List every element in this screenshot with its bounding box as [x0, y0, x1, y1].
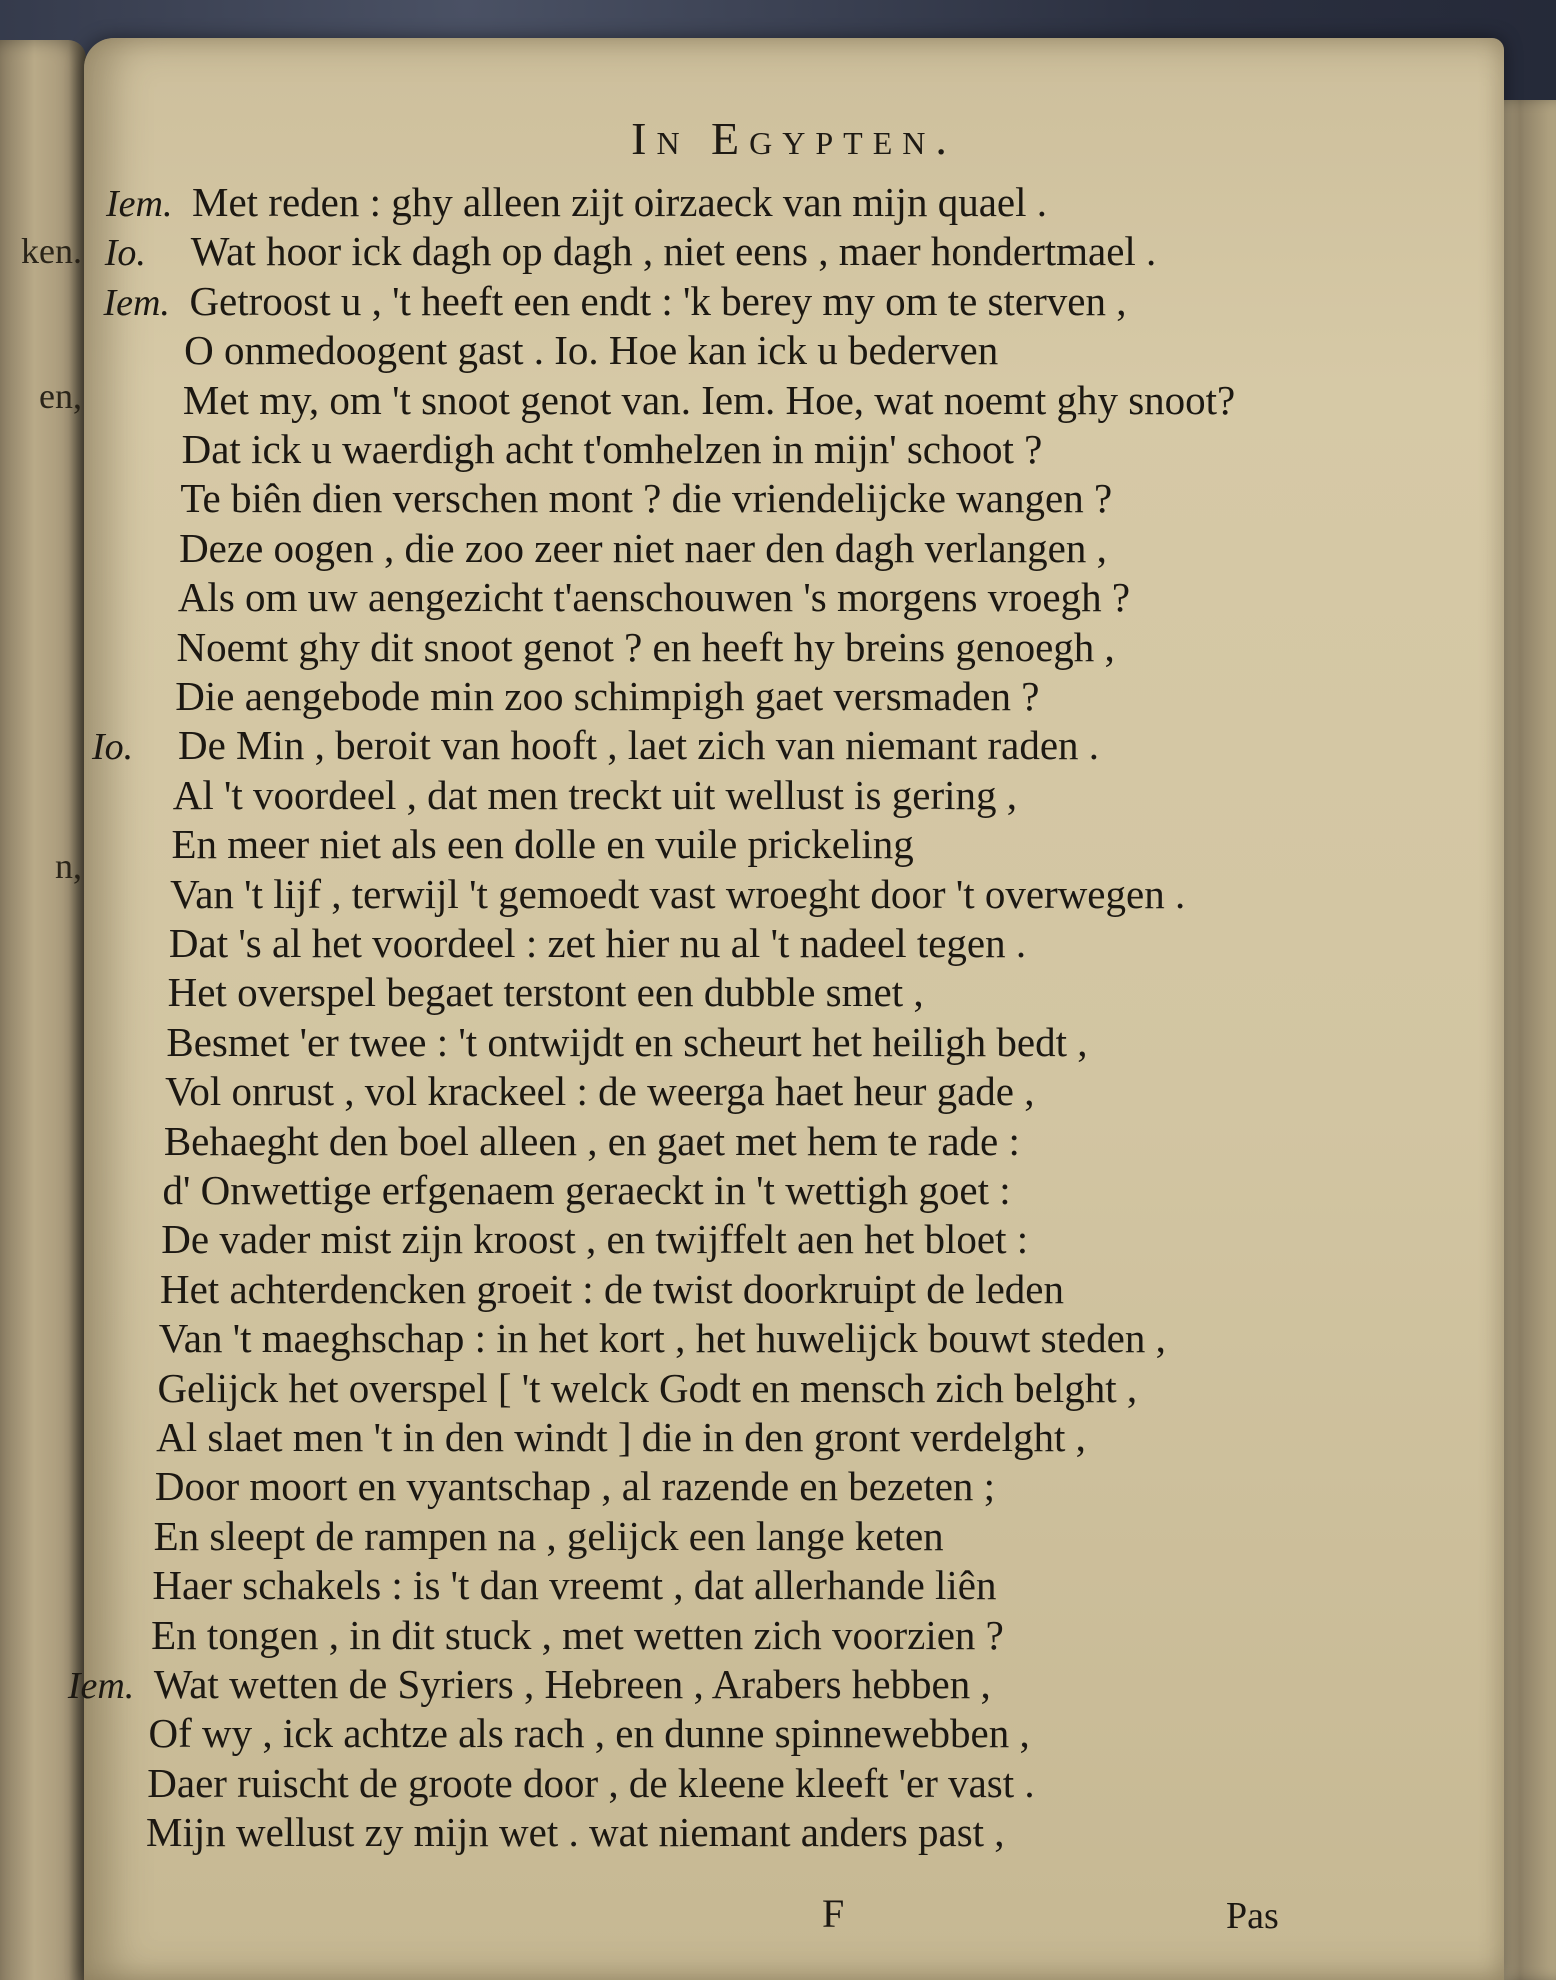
left-page-fragment: en,	[39, 376, 82, 416]
verse-line: Wat hoor ick dagh op dagh , niet eens , maer hondertmael .	[190, 228, 1157, 275]
catchword: Pas	[1226, 1895, 1279, 1937]
verse-line: En meer niet als een dolle en vuile prickeling	[171, 821, 914, 868]
verse-line: Of wy , ick achtze als rach , en dunne spinnewebben ,	[148, 1710, 1030, 1757]
verse-line: En sleept de rampen na , gelijck een lange keten	[153, 1512, 944, 1559]
verse-line: En tongen , in dit stuck , met wetten zich voorzien ?	[151, 1611, 1004, 1658]
verse-line: Deze oogen , die zoo zeer niet naer den dagh verlangen ,	[179, 524, 1107, 571]
verse-line: Met reden : ghy alleen zijt oirzaeck van mijn quael .	[192, 179, 1047, 225]
verse-line: Het achterdencken groeit : de twist doorkruipt de leden	[160, 1265, 1064, 1312]
verse-line: Mijn wellust zy mijn wet . wat niemant anders past ,	[146, 1809, 1005, 1856]
left-page-fragment: n,	[55, 846, 82, 886]
verse-line: Haer schakels : is 't dan vreemt , dat allerhande liên	[152, 1562, 997, 1609]
verse-line: Besmet 'er twee : 't ontwijdt en scheurt het heiligh bedt ,	[166, 1018, 1088, 1065]
verse-line: Te biên dien verschen mont ? die vriendelijcke wangen ?	[180, 475, 1113, 522]
signature-mark: F	[822, 1891, 845, 1936]
verse-line: O onmedoogent gast . Io. Hoe kan ick u bederven	[184, 327, 999, 374]
verse-line: Als om uw aengezicht t'aenschouwen 's morgens vroegh ?	[177, 574, 1131, 621]
verse-line: Die aengebode min zoo schimpigh gaet versmaden ?	[175, 673, 1040, 719]
verse-line: Wat wetten de Syriers , Hebreen , Arabers hebben ,	[153, 1661, 991, 1707]
verse-line: Vol onrust , vol krackeel : de weerga haet heur gade ,	[165, 1068, 1035, 1115]
speaker-label: Io.	[104, 232, 146, 275]
verse-line: Dat 's al het voordeel : zet hier nu al 't nadeel tegen .	[168, 920, 1027, 966]
verse-line: Met my, om 't snoot genot van. Iem. Hoe, wat noemt ghy snoot?	[182, 376, 1236, 423]
left-page-fragment: ken.	[21, 231, 82, 271]
verse-line: d' Onwettige erfgenaem geraeckt in 't wettigh goet :	[162, 1167, 1011, 1213]
verse-line: Het overspel begaet terstont een dubble smet ,	[167, 969, 924, 1016]
verse-line: Door moort en vyantschap , al razende en bezeten ;	[154, 1463, 996, 1510]
verse-line: Dat ick u waerdigh acht t'omhelzen in mijn' schoot ?	[181, 426, 1043, 472]
running-head: In Egypten.	[631, 113, 957, 164]
verse-line: Behaeght den boel alleen , en gaet met hem te rade :	[163, 1117, 1020, 1164]
verse-line: Van 't lijf , terwijl 't gemoedt vast wroeght door 't overwegen .	[170, 870, 1186, 917]
book-page	[67, 38, 1504, 1980]
verse-line: Noemt ghy dit snoot genot ? en heeft hy breins genoegh ,	[176, 623, 1115, 670]
speaker-label: Io.	[92, 726, 134, 769]
speaker-label: Iem.	[103, 281, 170, 324]
verse-line: Daer ruischt de groote door , de kleene kleeft 'er vast .	[147, 1759, 1035, 1806]
verse-line: Al 't voordeel , dat men treckt uit wellust is gering ,	[172, 771, 1018, 818]
verse-line: Van 't maeghschap : in het kort , het huwelijck bouwt steden ,	[158, 1315, 1166, 1362]
verse-line: De vader mist zijn kroost , en twijffelt aen het bloet :	[161, 1216, 1029, 1263]
verse-line: Al slaet men 't in den windt ] die in den gront verdelght ,	[156, 1414, 1086, 1460]
verse-line: Getroost u , 't heeft een endt : 'k berey my om te sterven ,	[189, 277, 1127, 324]
verse-line: Gelijck het overspel [ 't welck Godt en mensch zich belght ,	[157, 1364, 1138, 1411]
speaker-label: Iem.	[106, 183, 173, 225]
speaker-label: Iem.	[67, 1665, 135, 1707]
verse-line: De Min , beroit van hooft , laet zich van niemant raden .	[178, 722, 1100, 769]
